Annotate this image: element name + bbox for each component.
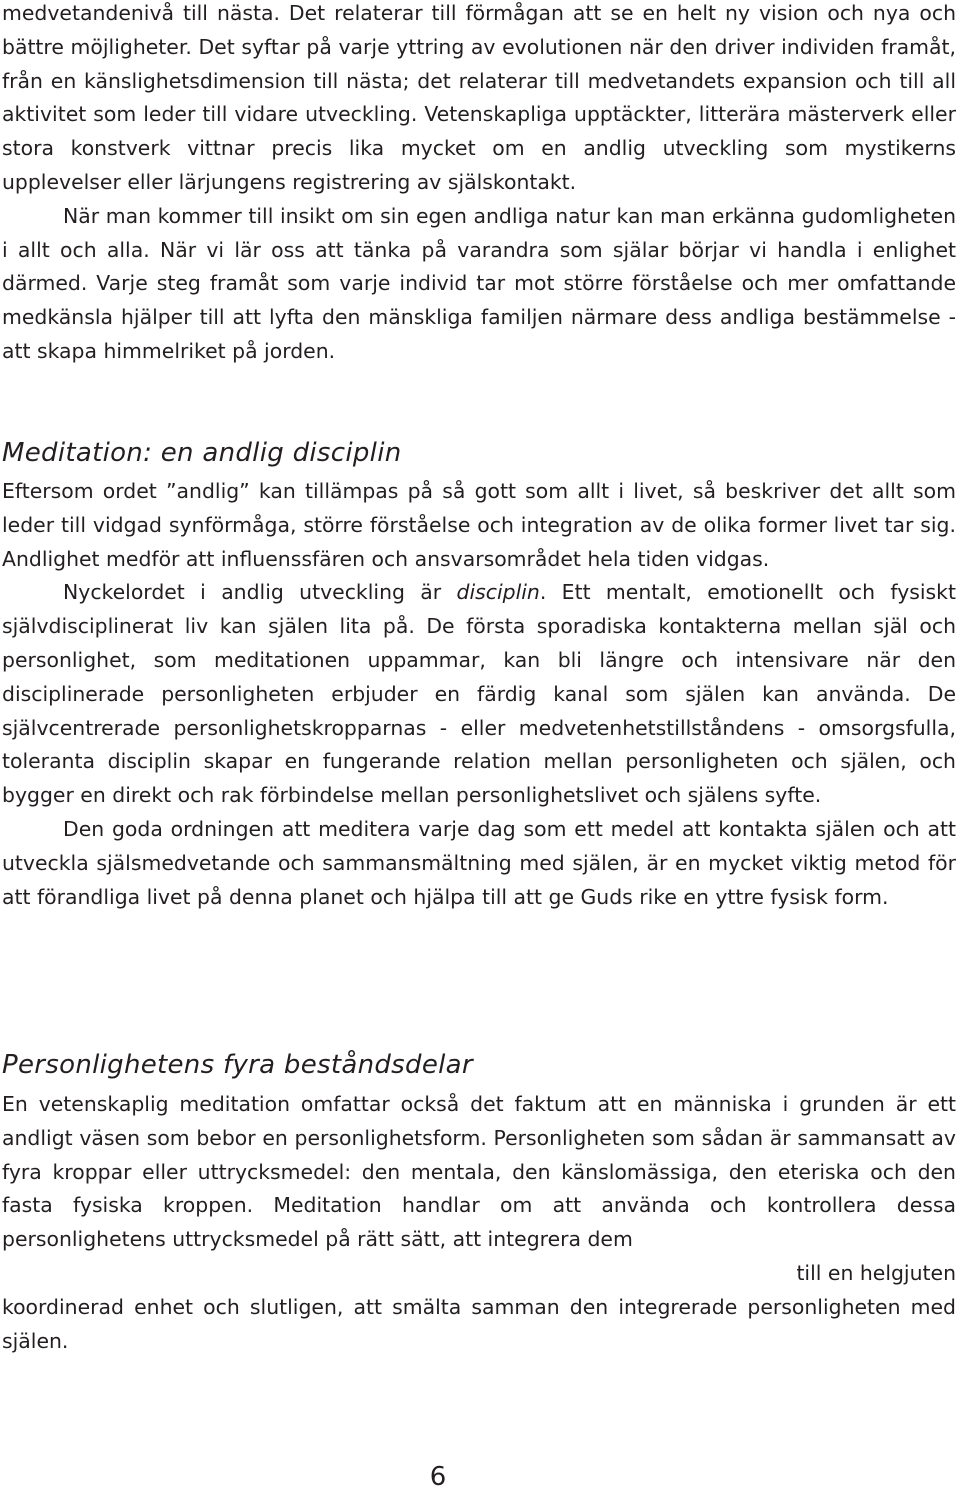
paragraph: koordinerad enhet och slutligen, att smälta samman den integrerade personligheten med själen. xyxy=(2,1294,956,1353)
paragraph: Eftersom ordet ”andlig” kan tillämpas på så gott som allt i livet, så beskriver det allt som leder till vidgad synförmåga, större förståelse och integration av de olika former livet tar sig. Andlighet medför att influenssfären och ansvarsområdet hela tiden vidgas. xyxy=(2,479,956,571)
paragraph-text: Nyckelordet i andlig utveckling är xyxy=(63,580,457,605)
paragraph xyxy=(2,576,956,813)
paragraph-fragment: till en helgjuten xyxy=(796,1260,956,1285)
paragraph: medvetandenivå till nästa. Det relaterar till förmågan att se en helt ny vision och nya och bättre möjligheter. Det syftar på varje yttring av evolutionen när den driver individen framåt, från en känslighetsdimension till nästa; det relaterar till medvetandets expansion och till all aktivitet som leder till vidare utveckling. Vetenskapliga upptäckter, litterära mästerverk eller stora konstverk vittnar precis lika mycket om en andlig utveckling som mystikerns upplevelser eller lärjungens registrering av själskontakt. xyxy=(2,1,956,194)
section-heading: Meditation: en andlig disciplin xyxy=(2,438,402,468)
emphasized-word: disciplin xyxy=(456,580,540,605)
body-text-section-3 xyxy=(2,1088,956,1358)
body-text-section-1 xyxy=(2,0,956,369)
paragraph: Den goda ordningen att meditera varje dag som ett medel att kontakta själen och att utveckla själsmedvetande och sammansmältning med själen, är en mycket viktig metod för att förandliga livet på denna planet och hjälpa till att ge Guds rike en yttre fysisk form. xyxy=(2,816,956,909)
paragraph-text: . Ett mentalt, emotionellt och fysiskt självdisciplinerat liv kan själen lita på. De första sporadiska kontakterna mellan själ och personlighet, som meditationen uppammar, kan bli längre och intensivare när den disciplinerade personligheten erbjuder en färdig kanal som själen kan använda. De självcentrerade personlighetskropparnas - eller medvetenhetstillståndens - omsorgsfulla, toleranta disciplin skapar en fungerande relation mellan personligheten och själen, och bygger en direkt och rak förbindelse mellan personlighetslivet och själens syfte. xyxy=(2,580,956,808)
page-number: 6 xyxy=(429,1462,447,1492)
body-text-section-2 xyxy=(2,475,956,914)
section-heading: Personlighetens fyra beståndsdelar xyxy=(2,1050,473,1080)
paragraph: När man kommer till insikt om sin egen andliga natur kan man erkänna gudomligheten i allt och alla. När vi lär oss att tänka på varandra som själar börjar vi handla i enlighet därmed. Varje steg framåt som varje individ tar mot större förståelse och mer omfattande medkänsla hjälper till att lyfta den mänskliga familjen närmare dess andliga bestämmelse - att skapa himmelriket på jorden. xyxy=(2,203,956,363)
paragraph: En vetenskaplig meditation omfattar också det faktum att en människa i grunden är ett andligt väsen som bebor en personlighetsform. Personligheten som sådan är sammansatt av fyra kroppar eller uttrycksmedel: den mentala, den känslomässiga, den eteriska och den fasta fysiska kroppen. Meditation handlar om att använda och kontrollera dessa personlighetens uttrycksmedel på rätt sätt, att integrera dem xyxy=(2,1092,956,1252)
